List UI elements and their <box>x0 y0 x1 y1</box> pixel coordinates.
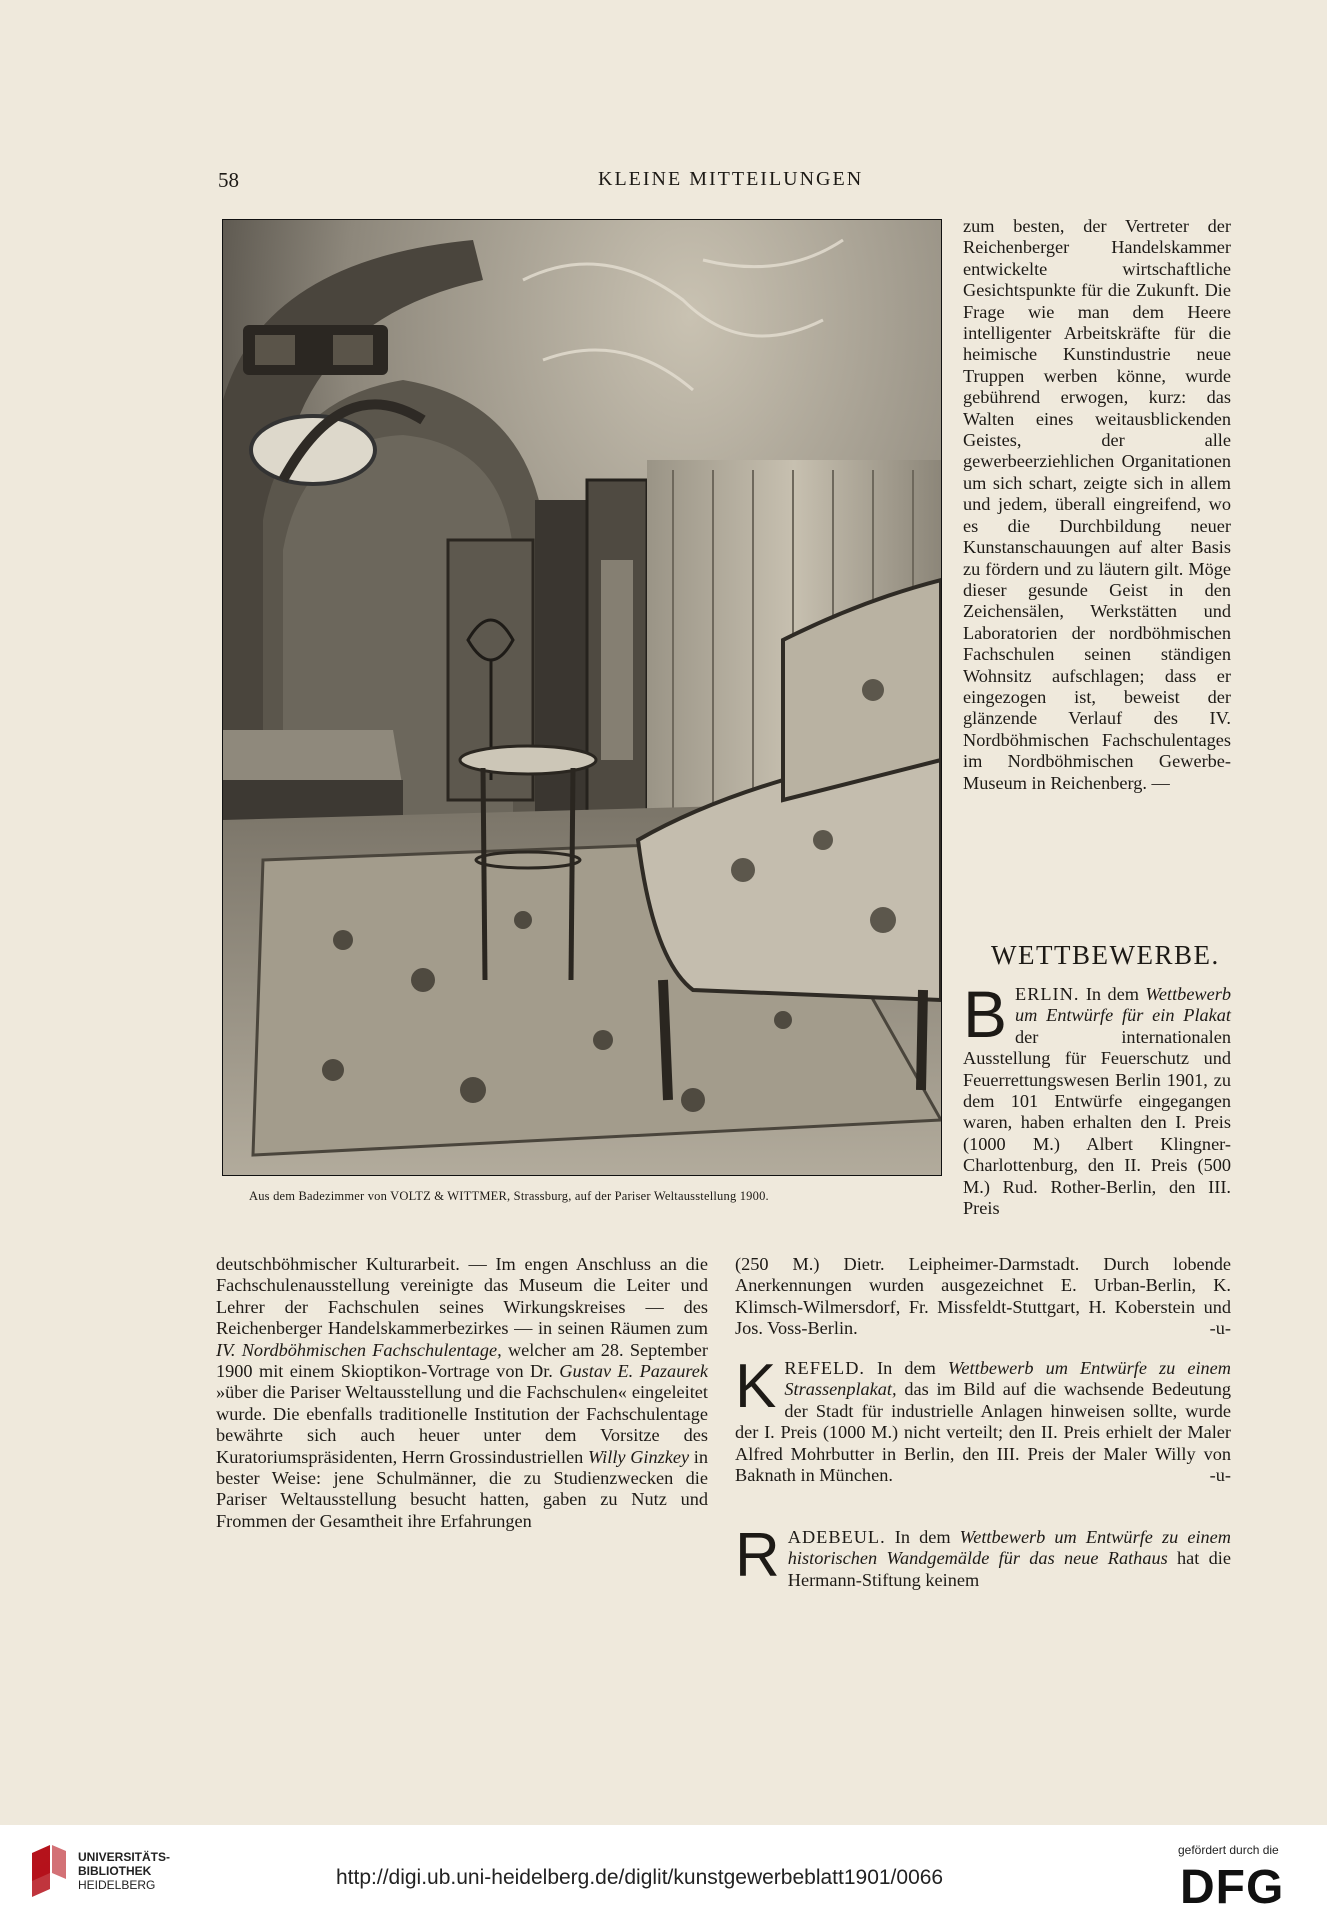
signature: -u- <box>1209 1465 1231 1486</box>
university-library-logo-icon <box>28 1843 70 1901</box>
italic-title: Wettbewerb um Entwürfe zu einem Strassenplakat, <box>784 1358 1231 1400</box>
text-run: deutschböhmischer Kulturarbeit. — Im engen Anschluss an die Fachschulenausstellung vereinigte das Museum die Leiter und Lehrer der Fachschulen seines Wirkungskreises — des Reichenberger Handelskammerbezirkes — in seinen Räumen zum <box>216 1254 708 1339</box>
running-title: KLEINE MITTEILUNGEN <box>598 168 864 190</box>
article-paragraph <box>216 1254 708 1532</box>
signature: -u- <box>1209 1318 1231 1339</box>
italic-title: Wettbewerb um Entwürfe für ein Plakat <box>1015 984 1231 1026</box>
library-name-line: BIBLIOTHEK <box>78 1864 152 1878</box>
text-run: der internationalen Ausstellung für Feuerschutz und Feuerrettungswesen Berlin 1901, zu dem 101 Entwürfe eingegangen waren, haben erhalten den I. Preis (1000 M.) Albert Klingner-Charlottenburg, den II. Preis (500 M.) Rud. Rother-Berlin, den III. Preis <box>963 1026 1231 1219</box>
library-name-line: HEIDELBERG <box>78 1878 156 1892</box>
italic-name: Willy Ginzkey <box>587 1446 690 1467</box>
library-name <box>78 1850 170 1892</box>
italic-title: Wettbewerb um Entwürfe zu einem historischen Wandgemälde für das neue Rathaus <box>787 1527 1231 1569</box>
italic-title: IV. Nordböhmischen Fachschulentage, <box>216 1339 502 1360</box>
dropcap: K <box>735 1352 777 1421</box>
text-run: »über die Pariser Weltausstellung und die Fachschulen« eingeleitet wurde. Die ebenfalls traditionelle Institution der Fachschulentage bewährte sich auch heuer unter dem Vorsitze des Kuratoriumspräsidenten, Herrn Grossindustriellen <box>216 1382 708 1467</box>
italic-name: Gustav E. Pazaurek <box>559 1361 708 1382</box>
text-run: welcher am 28. September 1900 mit einem Skioptikon-Vortrage von Dr. <box>216 1339 709 1382</box>
bathroom-photograph <box>222 219 942 1176</box>
entry-lead: ERLIN. <box>1015 984 1080 1004</box>
article-paragraph: zum besten, der Vertreter der Reichenberger Handelskammer entwickelte wirtschaftliche Gesichtspunkte für die Zukunft. Die Frage wie man dem Heere intelligenter Arbeitskräfte für die heimische Kunstindustrie neue Truppen werben könne, wurde gebührend erwogen, kurz: das Walten eines weitausblickenden Geistes, der alle gewerbeerziehlichen Organitationen um sich schart, zeigte sich in allem und jedem, überall eingreifend, wo es die Durchbildung neuer Kunstanschauungen auf alter Basis zu fördern und zu läutern gilt. Möge dieser gesunde Geist in den Zeichensälen, Werkstätten und Laboratorien der nordböhmischen Fachschulen seinen ständigen Wohnsitz aufschlagen; dass er eingezogen ist, beweist der glänzende Verlauf des IV. Nordböhmischen Fachschulentages im Nordböhmischen Gewerbe-Museum in Reichenberg. — <box>963 216 1231 793</box>
continued-article-text <box>963 216 1231 794</box>
text-run: in bester Weise: jene Schulmänner, die zu Studienzwecken die Pariser Weltausstellung besucht hatten, gaben zu Nutz und Frommen der Gesamtheit ihre Erfahrungen <box>216 1446 708 1531</box>
text-run: hat die Hermann-Stiftung keinem <box>787 1548 1231 1590</box>
funding-note: gefördert durch die <box>1178 1843 1279 1857</box>
entry-berlin <box>963 977 1231 1219</box>
dropcap: R <box>735 1521 780 1590</box>
text-run: In dem <box>885 1527 960 1547</box>
entry-krefeld <box>735 1352 1231 1486</box>
text-run: In dem <box>1079 984 1146 1004</box>
article-text-left-column <box>216 1254 708 1532</box>
figure-caption: Aus dem Badezimmer von VOLTZ & WITTMER, Strassburg, auf der Pariser Weltausstellung 1900. <box>249 1189 769 1203</box>
article-paragraph <box>735 1254 1231 1340</box>
page-number: 58 <box>218 168 239 192</box>
entry-lead: ADEBEUL. <box>787 1527 886 1547</box>
dfg-logo: DFG <box>1180 1861 1285 1914</box>
text-run: In dem <box>865 1358 948 1378</box>
entry-lead: REFELD. <box>784 1358 865 1378</box>
entry-radebeul <box>735 1521 1231 1591</box>
text-run: das im Bild auf die wachsende Bedeutung der Stadt für industrielle Anlagen hinweisen sollte, wurde der I. Preis (1000 M.) nicht verteilt; den II. Preis erhielt der Maler Alfred Mohrbutter in Berlin, den III. Preis der Maler Willy von Baknath in München. <box>735 1379 1231 1486</box>
entry-berlin-continued <box>735 1254 1231 1340</box>
text-run: (250 M.) Dietr. Leipheimer-Darmstadt. Durch lobende Anerkennungen wurden ausgezeichnet E. Urban-Berlin, K. Klimsch-Wilmersdorf, Fr. Missfeldt-Stuttgart, H. Koberstein und Jos. Voss-Berlin. <box>735 1254 1231 1339</box>
permalink-url[interactable]: http://digi.ub.uni-heidelberg.de/diglit/kunstgewerbeblatt1901/0066 <box>336 1866 944 1889</box>
dropcap: B <box>963 977 1008 1051</box>
library-name-line: UNIVERSITÄTS- <box>78 1850 171 1864</box>
section-heading-wettbewerbe: WETTBEWERBE. <box>991 940 1220 970</box>
